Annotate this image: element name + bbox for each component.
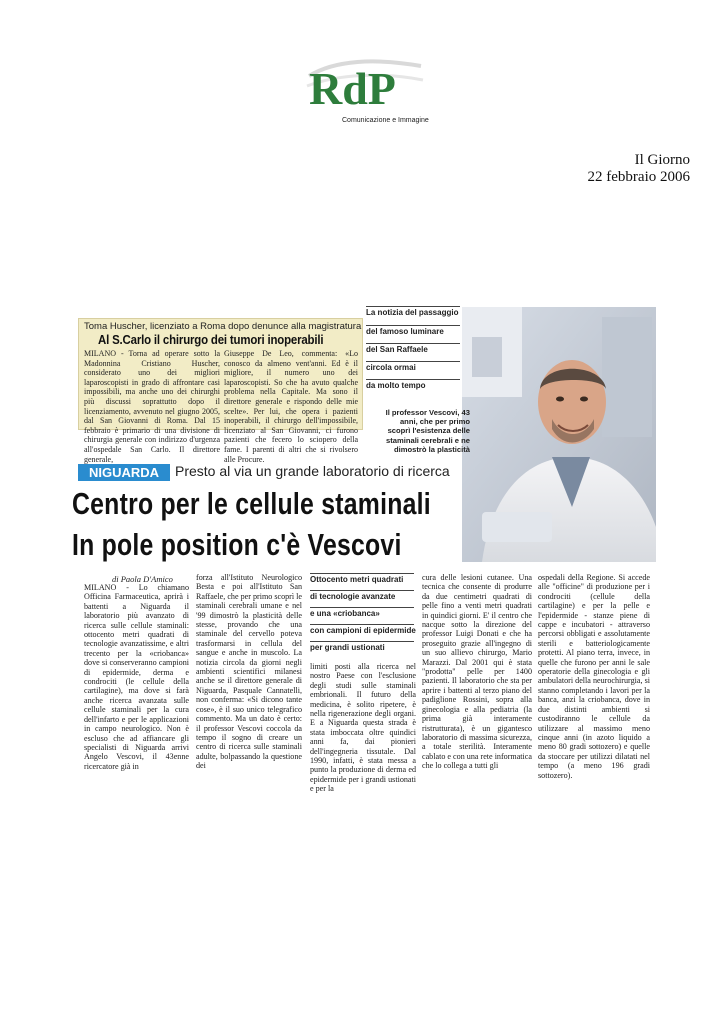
- article-column-3: limiti posti alla ricerca nel nostro Paese con l'esclusione degli studi sulle staminali embrionali. Il futuro della medicina, è solito ripetere, è nella rigenerazione degli organi. E a Niguarda questa strada è stata imboccata oltre quindici anni fa, dai pionieri dell'ingegneria tissutale. Dal 1990, infatti, è stata messa a punto la produzione di derma ed epidermide per i grandi ustionati e per la: [310, 662, 416, 794]
- inset-title: Al S.Carlo il chirurgo dei tumori inoperabili: [98, 332, 324, 347]
- section-badge: NIGUARDA: [78, 464, 170, 481]
- pull-quote-line: per grandi ustionati: [310, 641, 414, 652]
- photo-caption: Il professor Vescovi, 43 anni, che per primo scoprì l'esistenza delle staminali cerebrali e ne dimostrò la plasticità: [385, 408, 470, 454]
- logo-text: RdP: [309, 63, 396, 114]
- article-column-5: ospedali della Regione. Si accede alle "officine" di produzione per i condrociti (cellule della cartilagine) e per la pelle e l'epidermide - stanze piene di cappe e incubatori - attraverso percorsi obbligati e assolutamente sterili e batteriologicamente protetti. Al piano terra, invece, in quelle che furono per anni le sale operatorie della ginecologia e gli ambulatori della neurochirurgia, si stanno completando i lavori per la banca, anzi la criobanca, dove in due distinti ambienti si custodiranno le cellule da utilizzare al massimo meno cinque anni (in azoto liquido a meno 80 gradi sottozero) e quelle da stoccare per utilizzi dilatati nel tempo (a meno 196 gradi sottozero).: [538, 573, 650, 780]
- article-column-4: cura delle lesioni cutanee. Una tecnica che consente di produrre da due centimetri quadrati di pelle fino a venti metri quadrati in quindici giorni. E' il centro che nacque sotto la direzione del professor Luigi Donati e che ha proseguito grazie all'ingegno di un suo allievo chirurgo, Mario Marazzi. Dal 2001 qui è stata "prodotta" pelle per 1400 pazienti. Il laboratorio che sta per aprire i battenti al terzo piano del padiglione Rossini, sopra alla ginecologia e alla pediatria (la prima già interamente ristrutturata), è un gigantesco laboratorio di massima sicurezza, a totale sterilità. Interamente cablato e con una rete informatica che lo collega a tutti gli: [422, 573, 532, 771]
- highlight-line: del San Raffaele: [366, 343, 460, 354]
- logo-caption: Comunicazione e Immagine: [342, 117, 429, 124]
- pull-quote-line: con campioni di epidermide: [310, 626, 416, 635]
- highlight-line: del famoso luminare: [366, 325, 460, 336]
- inset-column-1: MILANO - Torna ad operare sotto la Madonnina Cristiano Huscher, considerato uno dei migliori laparoscopisti in grado di affrontare casi impossibili, ma anche uno dei chirurghi più discussi soprattutto dopo il licenziamento, avvenuto nel giugno 2005, dal San Giovanni di Roma. Dal 15 febbraio è primario di una divisione di chirurgia generale con indirizzo d'urgenza all'ospedale San Carlo. Il direttore generale,: [84, 349, 220, 464]
- publication-date: 22 febbraio 2006: [587, 169, 690, 185]
- highlight-line: La notizia del passaggio: [366, 308, 459, 317]
- headline-line-2: In pole position c'è Vescovi: [72, 527, 402, 562]
- pull-quote-line: di tecnologie avanzate: [310, 590, 414, 601]
- publication-name: Il Giorno: [634, 152, 690, 168]
- pull-quote-line: Ottocento metri quadrati: [310, 573, 414, 584]
- article-column-1: MILANO - Lo chiamano Officina Farmaceutica, aprirà i battenti a Niguarda il laboratorio più avanzato di ricerca sulle cellule staminali: ottocento metri quadrati di tecnologie avanzatissime, e altri trecento per la «criobanca» dove si conserveranno campioni di epidermide, derma e condrociti (le cellule della cartilagine), ma dove si farà anche ricerca avanzata sulle cellule staminali per la cura dell'infarto e per le applicazioni in campo neurologico. Non è escluso che ad affiancare gli specialisti di Niguarda arrivi Angelo Vescovi, il 43enne ricercatore già in: [84, 583, 189, 771]
- byline: di Paola D'Amico: [112, 574, 173, 584]
- rdp-logo: [305, 52, 425, 122]
- highlight-line: circola ormai: [366, 361, 460, 372]
- article-column-2: forza all'Istituto Neurologico Besta e poi all'Istituto San Raffaele, che per primo scoprì le staminali cerebrali umane e nel '99 dimostrò la plasticità delle stesse, provando che una staminale del cervello poteva trasformarsi in cellula del sangue e anche in muscolo. La notizia circola da giorni negli ambienti scientifici milanesi anche se il direttore generale di Niguarda, Pasquale Cannatelli, non conferma: «Si dicono tante cose», è il suo unico telegrafico commento. Ma un dato è certo: il professor Vescovi coccola da tempo il sogno di creare un centro di ricerca sulle staminali adulte, bolpassando la questione dei: [196, 573, 302, 771]
- pull-quote-line: e una «criobanca»: [310, 607, 414, 618]
- headline-line-1: Centro per le cellule staminali: [72, 486, 431, 521]
- scientist-photo: [462, 307, 656, 562]
- inset-kicker: Toma Huscher, licenziato a Roma dopo denunce alla magistratura: [84, 321, 362, 332]
- section-kicker: Presto al via un grande laboratorio di ricerca: [175, 463, 450, 479]
- publication-info: [560, 152, 690, 186]
- highlight-line: da molto tempo: [366, 379, 460, 390]
- inset-column-2: Giuseppe De Leo, commenta: «Lo conosco da almeno vent'anni. Ed è il migliore, il numero uno dei laparoscopisti. So che ha avuto qualche problema nella Capitale. Ma sono il direttore generale e rispondo delle mie scelte». Per lui, che opera i pazienti inoperabili, il chirurgo dell'impossibile, licenziato al San Giovanni, ci furono pazienti che fecero lo sciopero della fame. I parenti di altri che si rivolsero alle Procure.: [224, 349, 358, 464]
